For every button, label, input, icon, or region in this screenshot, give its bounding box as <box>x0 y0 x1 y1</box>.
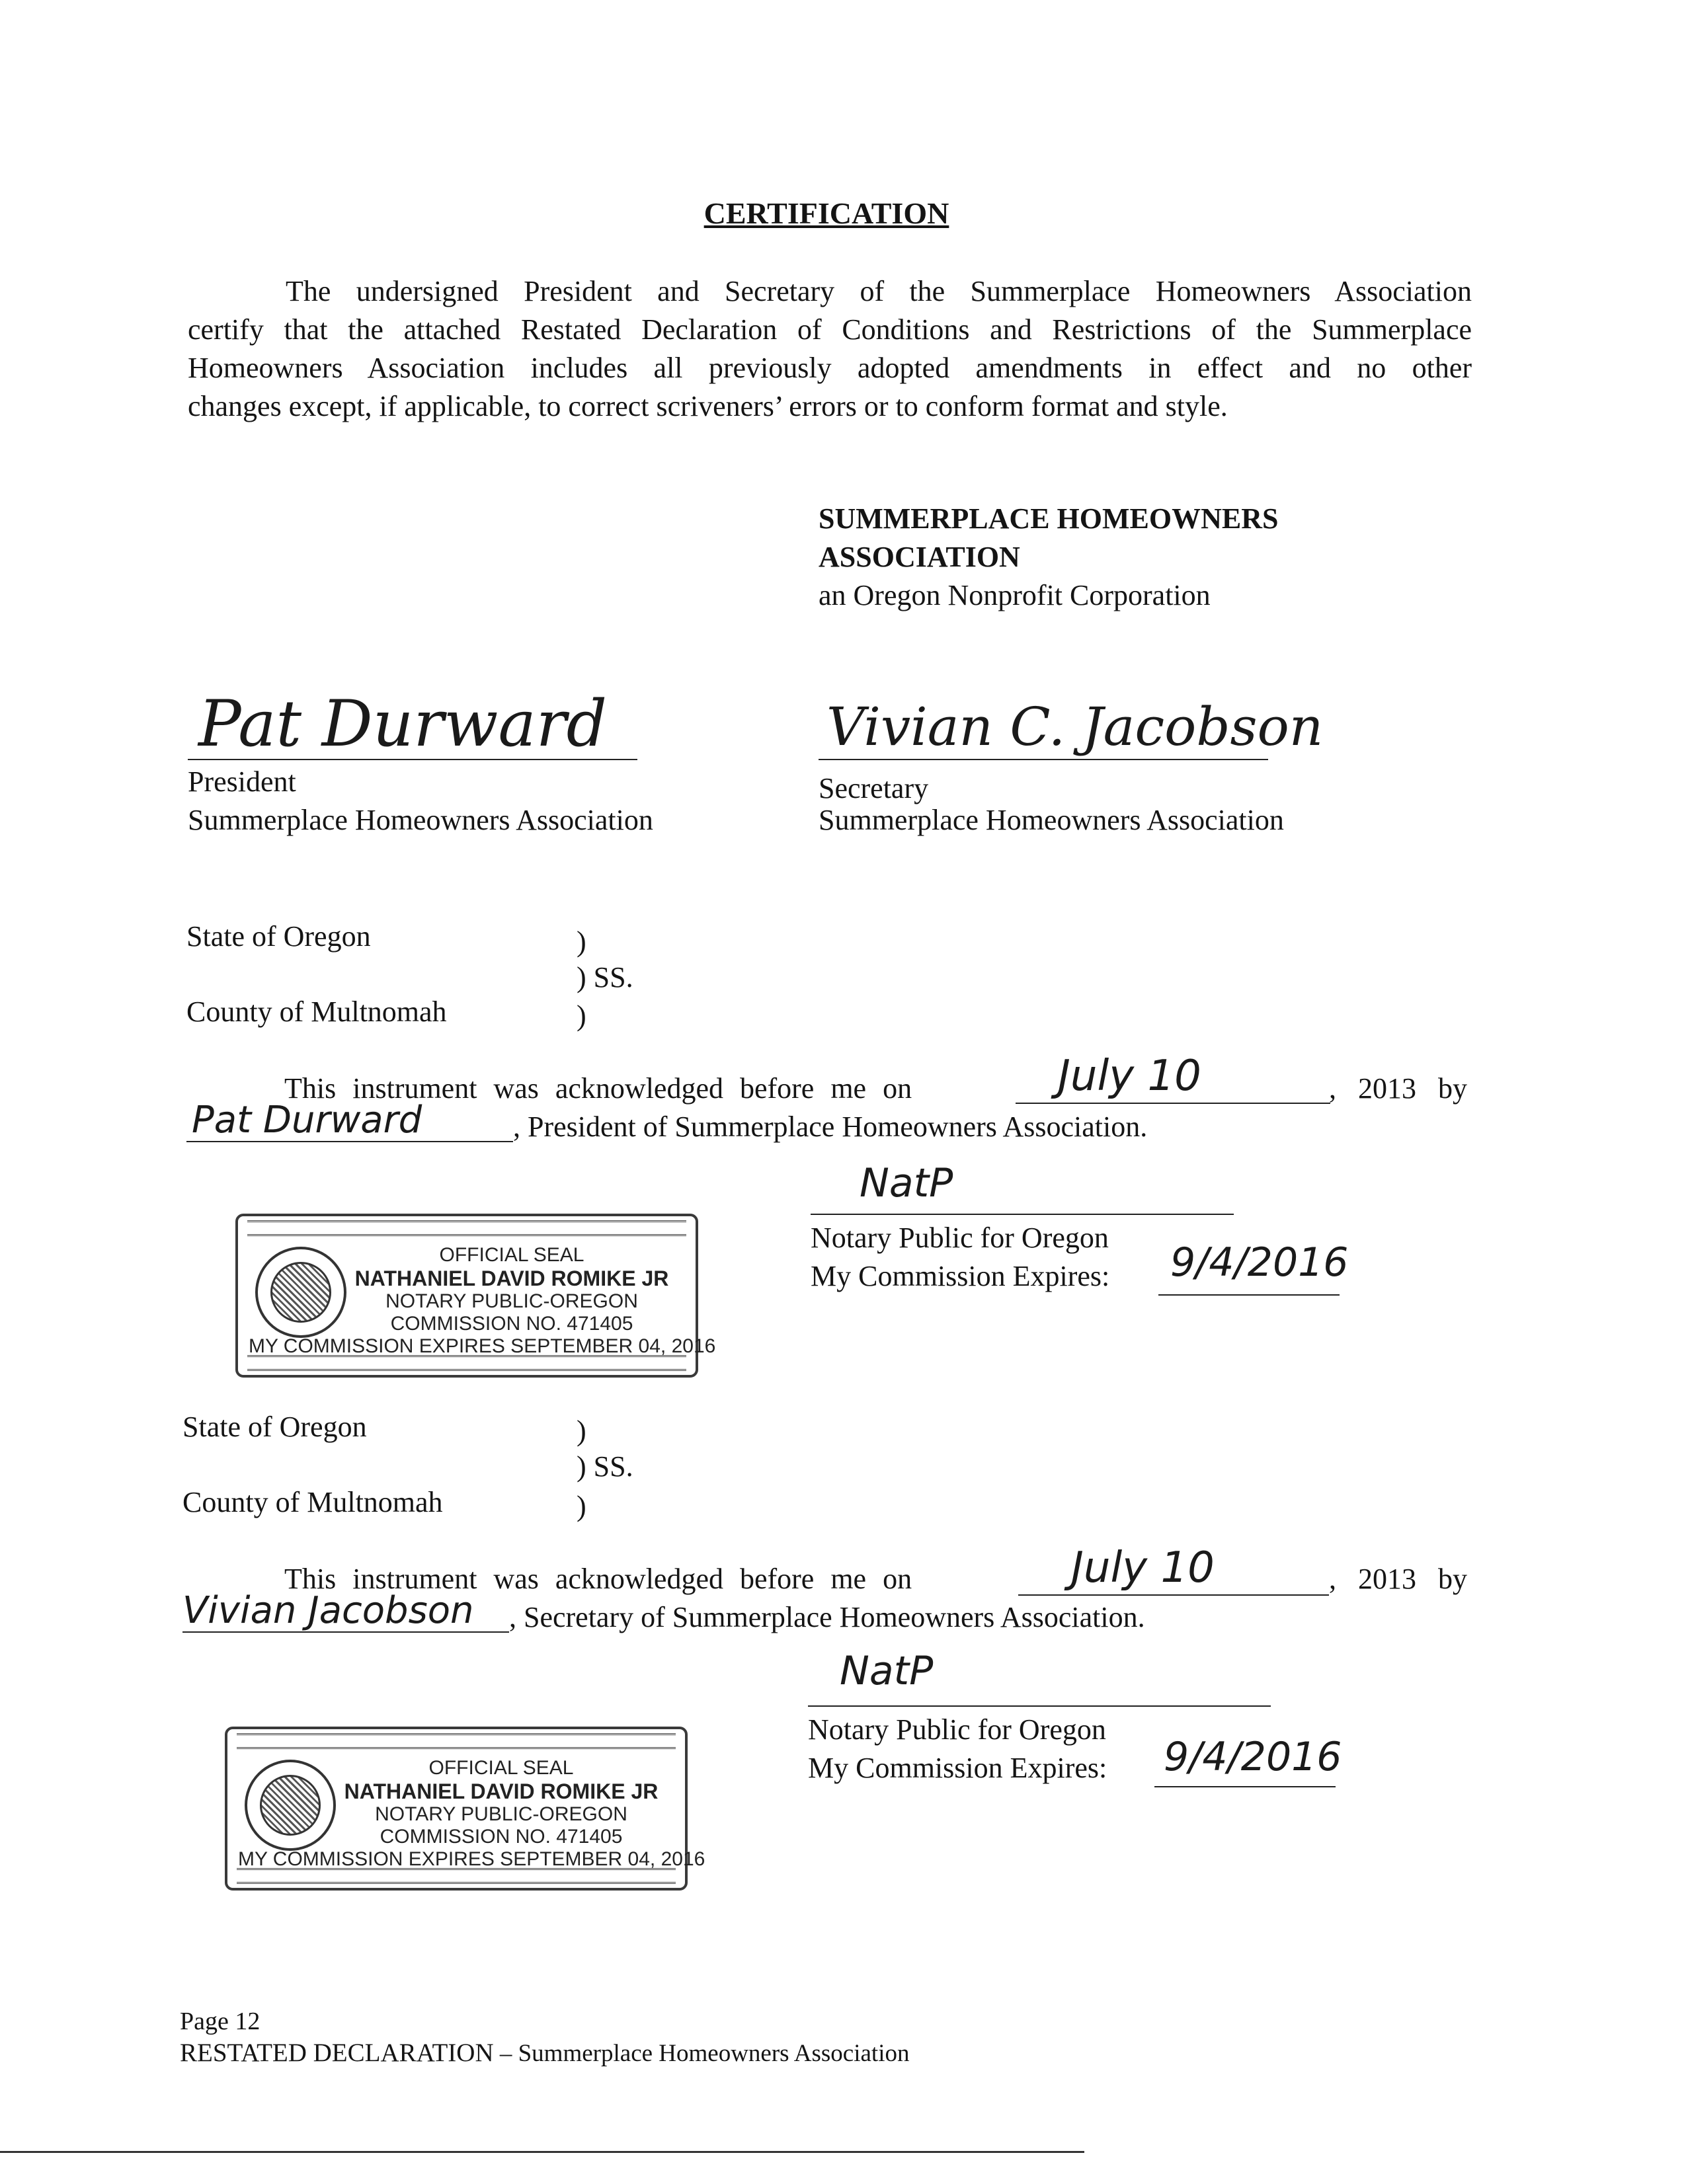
org-name-line2: ASSOCIATION <box>819 541 1020 573</box>
ack1-expires-line <box>1158 1294 1340 1296</box>
ack1-expires-handwritten: 9/4/2016 <box>1170 1239 1349 1286</box>
seal-border-top <box>237 1733 676 1749</box>
president-title: President <box>188 765 296 798</box>
ack1-notary-signature: NatP <box>860 1160 953 1206</box>
ack2-year: , 2013 by <box>1329 1563 1467 1595</box>
president-org: Summerplace Homeowners Association <box>188 804 653 836</box>
notary-seal <box>235 1214 716 1378</box>
seal-line1: OFFICIAL SEAL <box>428 1757 574 1779</box>
seal-line2: NATHANIEL DAVID ROMIKE JR <box>354 1267 669 1290</box>
seal-border-top <box>247 1220 686 1236</box>
ack2-expires-line <box>1154 1786 1336 1787</box>
ack2-expires-handwritten: 9/4/2016 <box>1164 1734 1342 1780</box>
org-name-line1: SUMMERPLACE HOMEOWNERS <box>819 502 1279 535</box>
ack1-notary-line1: Notary Public for Oregon <box>811 1222 1109 1254</box>
state-of-oregon-seal-icon <box>255 1247 346 1338</box>
ack2-notary-line2: My Commission Expires: <box>808 1752 1107 1784</box>
ack1-state: State of Oregon <box>186 920 371 953</box>
secretary-signature: Vivian C. Jacobson <box>826 696 1324 758</box>
ack1-paren-top: ) <box>577 925 586 958</box>
secretary-signature-line <box>819 759 1268 760</box>
state-of-oregon-seal-icon <box>245 1760 336 1851</box>
ack1-paren-bottom: ) <box>577 999 586 1032</box>
certification-paragraph <box>188 272 1472 426</box>
footer-doc-title <box>180 2037 909 2070</box>
ack1-ss: ) SS. <box>577 961 633 994</box>
ack1-notary-line <box>811 1214 1234 1215</box>
footer-doc-title-sub: – Summerplace Homeowners Association <box>493 2040 910 2067</box>
ack2-date-handwritten: July 10 <box>1071 1543 1215 1592</box>
paragraph-line: changes except, if applicable, to correct scriveners’ errors or to conform format and style. <box>188 390 1228 422</box>
seal-line3: NOTARY PUBLIC-OREGON <box>385 1290 638 1312</box>
ack2-signer-handwritten: Vivian Jacobson <box>182 1589 474 1632</box>
president-signature: Pat Durward <box>198 687 608 761</box>
ack2-state: State of Oregon <box>182 1411 367 1443</box>
ack1-text-after-name: , President of Summerplace Homeowners Association. <box>513 1111 1148 1143</box>
footer-doc-title-main: RESTATED DECLARATION <box>180 2039 494 2067</box>
ack2-paren-top: ) <box>577 1415 586 1447</box>
footer-page-number: Page 12 <box>180 2008 261 2035</box>
ack1-notary-line2: My Commission Expires: <box>811 1260 1110 1292</box>
notary-seal <box>225 1727 705 1891</box>
seal-line4: COMMISSION NO. 471405 <box>380 1826 623 1848</box>
paragraph-line: certify that the attached Restated Declaration of Conditions and Restrictions of the Summerplace <box>188 313 1472 346</box>
ack2-notary-signature: NatP <box>840 1648 934 1694</box>
ack1-date-line <box>1016 1103 1330 1104</box>
president-signature-line <box>188 759 637 760</box>
seal-line2: NATHANIEL DAVID ROMIKE JR <box>344 1779 659 1803</box>
seal-line1: OFFICIAL SEAL <box>439 1244 584 1266</box>
ack1-year: , 2013 by <box>1329 1072 1467 1105</box>
ack1-signer-handwritten: Pat Durward <box>192 1099 422 1142</box>
paragraph-line: The undersigned President and Secretary of the Summerplace Homeowners Association <box>286 275 1472 307</box>
ack1-county: County of Multnomah <box>186 995 447 1028</box>
ack2-county: County of Multnomah <box>182 1486 443 1518</box>
seal-line4: COMMISSION NO. 471405 <box>390 1313 633 1335</box>
paragraph-line: Homeowners Association includes all previously adopted amendments in effect and no other <box>188 352 1472 384</box>
seal-border-bottom <box>237 1868 676 1884</box>
seal-line5: MY COMMISSION EXPIRES SEPTEMBER 04, 2016 <box>249 1335 716 1357</box>
secretary-org: Summerplace Homeowners Association <box>819 804 1284 836</box>
ack2-text-before-date: This instrument was acknowledged before me on <box>284 1563 912 1595</box>
secretary-title: Secretary <box>819 772 929 804</box>
ack2-text-after-name: , Secretary of Summerplace Homeowners Association. <box>509 1601 1145 1633</box>
page-bottom-rule <box>0 2151 1084 2153</box>
org-type: an Oregon Nonprofit Corporation <box>819 579 1211 611</box>
ack1-date-handwritten: July 10 <box>1058 1052 1201 1101</box>
seal-line3: NOTARY PUBLIC-OREGON <box>375 1803 627 1825</box>
seal-line5: MY COMMISSION EXPIRES SEPTEMBER 04, 2016 <box>238 1848 705 1870</box>
ack2-signer-line <box>182 1631 509 1633</box>
ack2-ss: ) SS. <box>577 1450 633 1483</box>
ack2-date-line <box>1018 1594 1329 1596</box>
ack1-text-before-date: This instrument was acknowledged before me on <box>284 1072 912 1105</box>
seal-border-bottom <box>247 1355 686 1371</box>
ack2-notary-line <box>808 1705 1271 1707</box>
document-title: CERTIFICATION <box>703 196 949 230</box>
ack2-paren-bottom: ) <box>577 1490 586 1522</box>
ack1-signer-line <box>186 1141 513 1142</box>
ack2-notary-line1: Notary Public for Oregon <box>808 1713 1106 1746</box>
